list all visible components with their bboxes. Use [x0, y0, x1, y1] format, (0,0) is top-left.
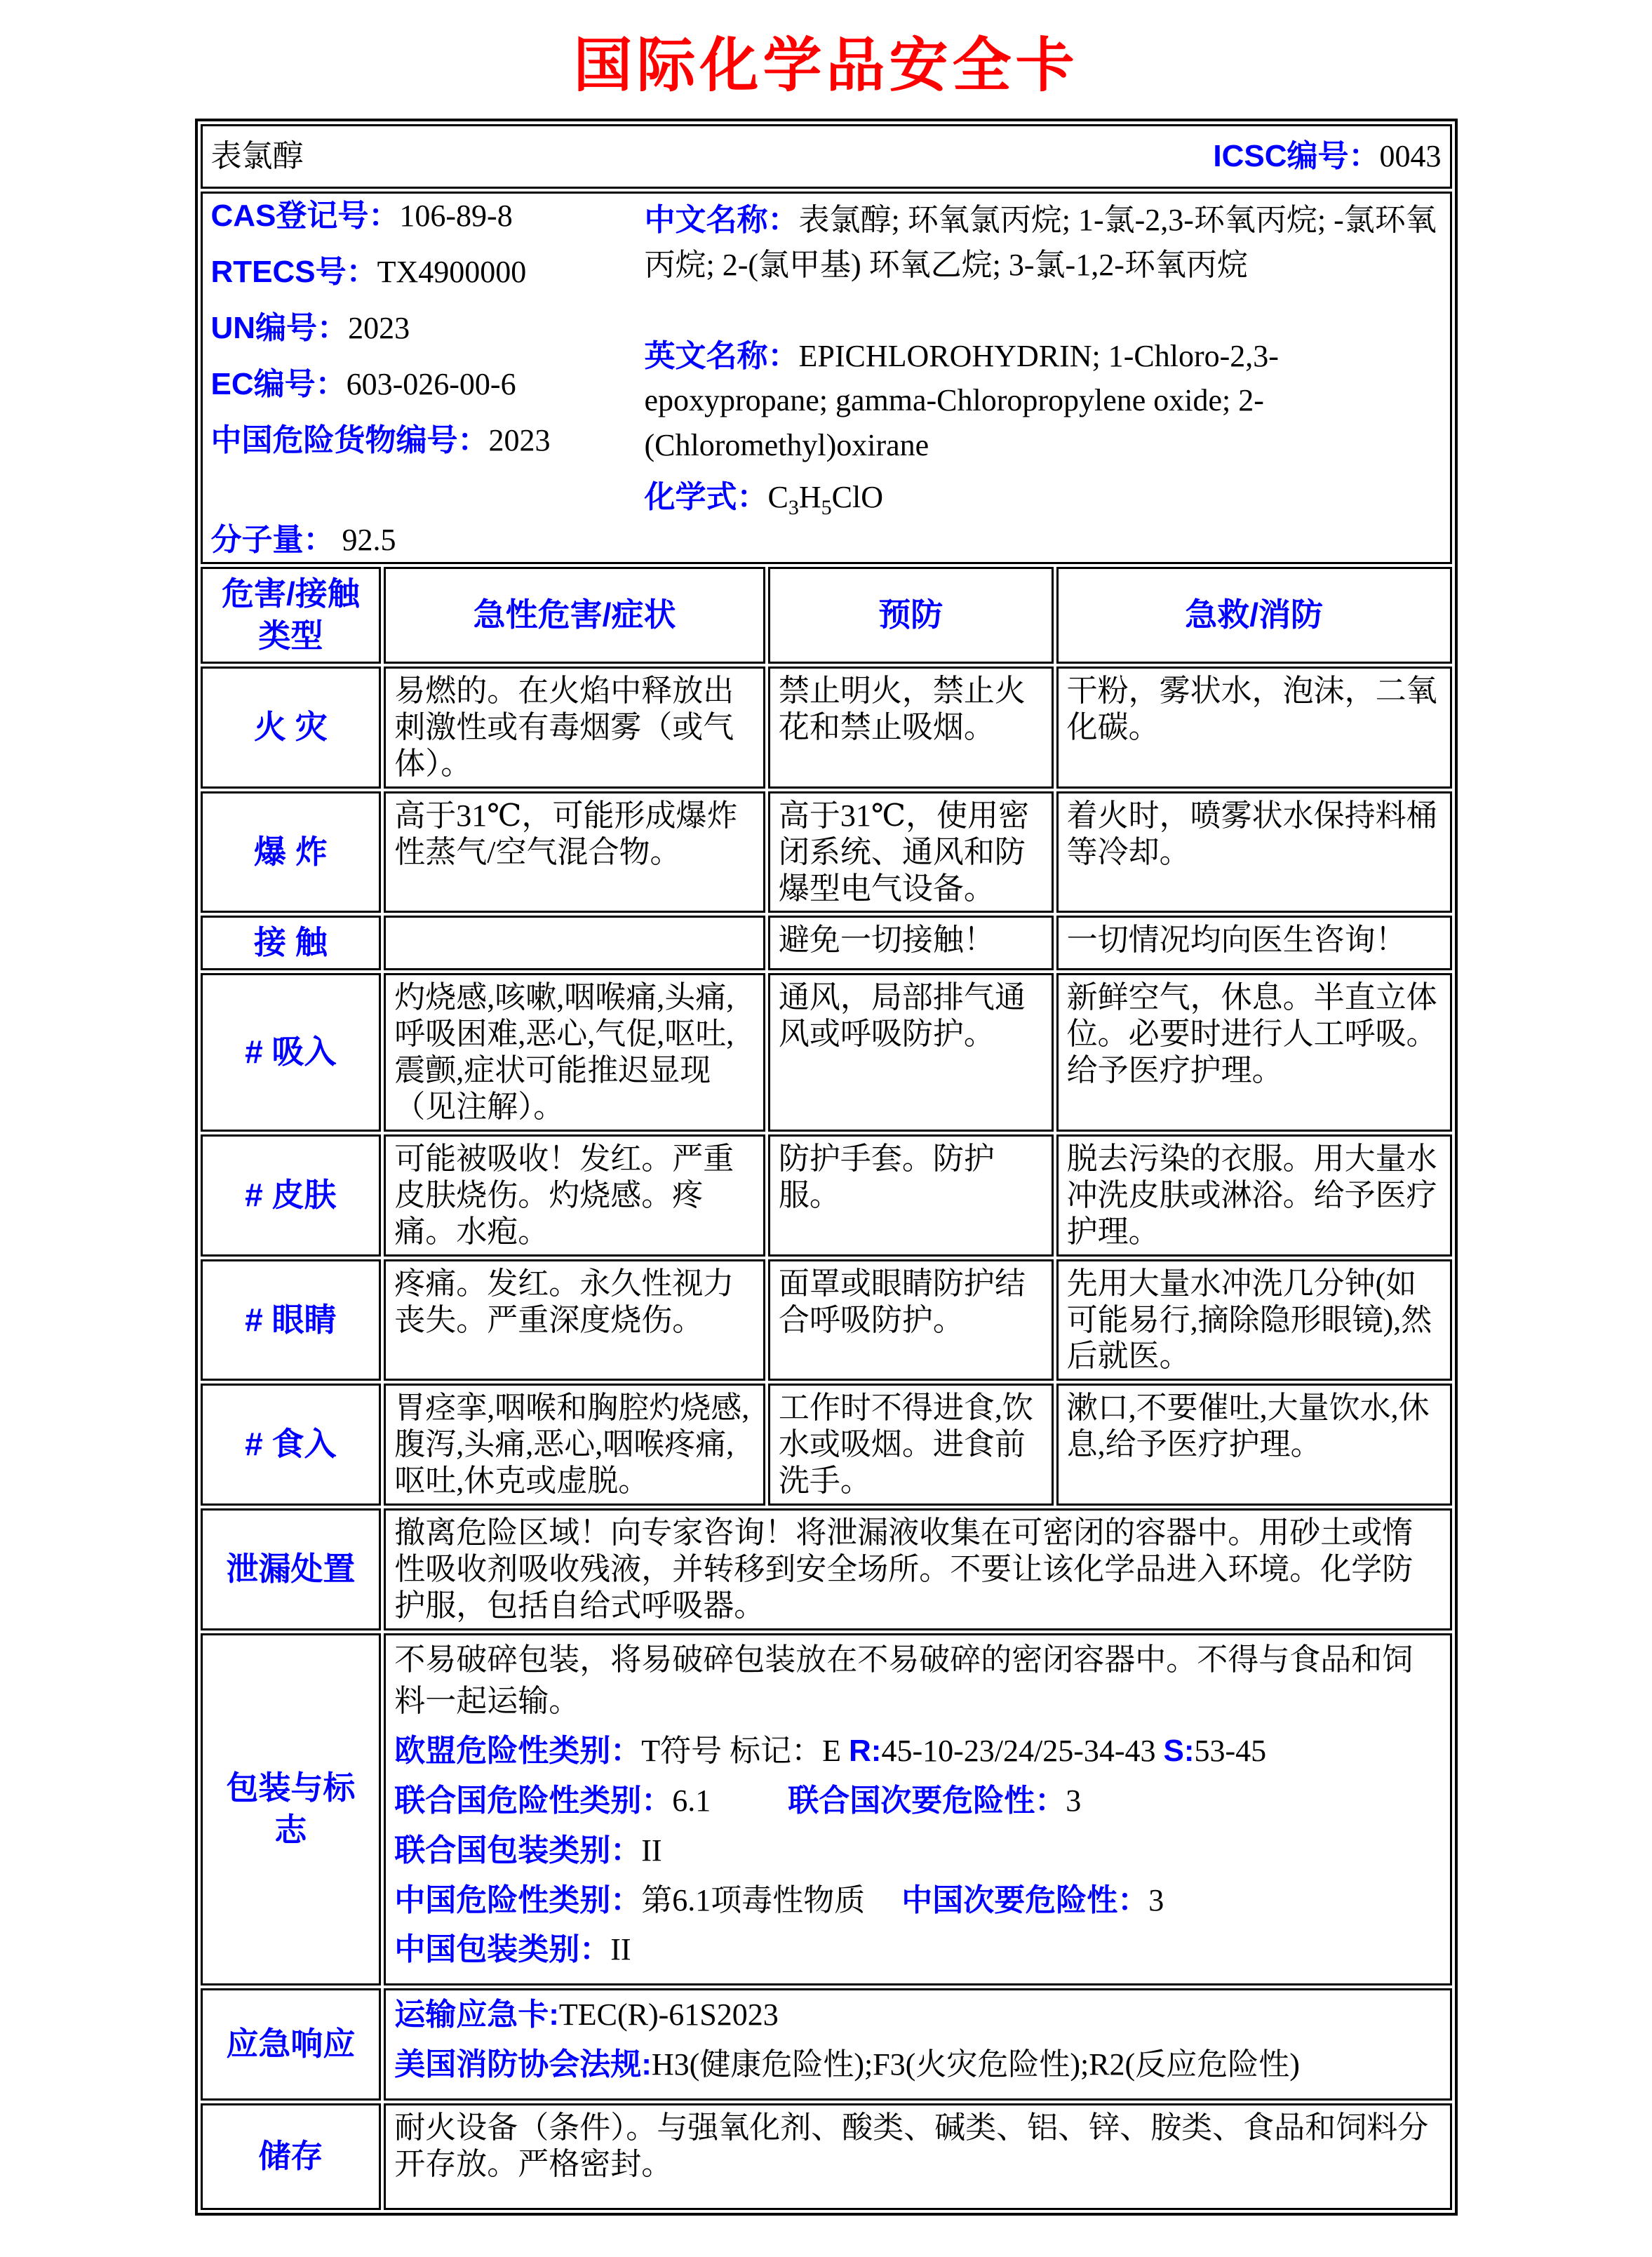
- hazard-type-header-line1: 危害/接触: [221, 575, 360, 612]
- un-number-line: [211, 310, 632, 347]
- cas-number-label: CAS登记号：: [210, 199, 400, 233]
- emergency-response-content: [384, 1988, 1451, 2101]
- rtecs-number-label: RTECS号：: [210, 254, 377, 289]
- substance-name: 表氯醇: [210, 139, 304, 174]
- contact-row: [201, 916, 1452, 970]
- icsc-card-table: [195, 119, 1458, 2216]
- english-name-value: EPICHLOROHYDRIN; 1-Chloro-2,3-epoxypropane; gamma-Chloropropylene oxide; 2-(Chloromethyl)oxirane: [644, 338, 1279, 463]
- icsc-number-group: [1213, 138, 1441, 175]
- molecular-weight-line: [211, 522, 632, 558]
- acute-hazards-header: 急性危害/症状: [384, 567, 765, 664]
- explosion-response: 着火时，喷雾状水保持料桶等冷却。: [1056, 791, 1452, 913]
- china-dg-number-line: [211, 422, 632, 459]
- first-aid-header: 急救/消防: [1056, 567, 1452, 664]
- identification-registry-block: [211, 198, 632, 558]
- eu-r-phrases-label: R:: [849, 1733, 882, 1768]
- ingestion-symptoms: 胃痉挛,咽喉和胸腔灼烧感,腹泻,头痛,恶心,咽喉疼痛,呕吐,休克或虚脱。: [384, 1384, 765, 1506]
- cas-number-line: [211, 198, 632, 234]
- molecular-weight-value: 92.5: [342, 522, 396, 557]
- inhalation-prevention: 通风，局部排气通风或呼吸防护。: [768, 973, 1054, 1132]
- eyes-row-label: # 眼睛: [201, 1259, 382, 1381]
- inhalation-row: [201, 973, 1452, 1132]
- china-packing-group-line: 中国包装类别：II: [394, 1932, 631, 1967]
- fire-response: 干粉，雾状水，泡沫，二氧化碳。: [1056, 667, 1452, 789]
- icsc-number-value: 0043: [1379, 139, 1442, 174]
- ec-number-line: [211, 366, 632, 403]
- un-packing-group-label: 联合国包装类别：: [394, 1833, 642, 1868]
- un-number-value: 2023: [348, 310, 410, 345]
- skin-row-label: # 皮肤: [201, 1134, 382, 1257]
- chemical-formula-line: [645, 475, 1442, 523]
- english-name-label: 英文名称：: [644, 338, 799, 373]
- chemical-formula-label: 化学式：: [644, 479, 768, 514]
- ingestion-prevention: 工作时不得进食,饮水或吸烟。进食前洗手。: [768, 1384, 1054, 1506]
- packaging-content: [384, 1633, 1451, 1986]
- fire-prevention: 禁止明火，禁止火花和禁止吸烟。: [768, 667, 1054, 789]
- prevention-header: 预防: [768, 567, 1054, 664]
- un-number-label: UN编号：: [210, 310, 349, 345]
- contact-row-label: 接 触: [201, 916, 382, 970]
- fire-row-label: 火 灾: [201, 667, 382, 789]
- skin-row: [201, 1134, 1452, 1257]
- eyes-row: [201, 1259, 1452, 1381]
- explosion-symptoms: 高于31℃，可能形成爆炸性蒸气/空气混合物。: [384, 791, 765, 913]
- inhalation-response: 新鲜空气，休息。半直立体位。必要时进行人工呼吸。给予医疗护理。: [1056, 973, 1452, 1132]
- fire-row: [201, 667, 1452, 789]
- skin-response: 脱去污染的衣服。用大量水冲洗皮肤或淋浴。给予医疗护理。: [1056, 1134, 1452, 1257]
- cas-number-value: 106-89-8: [399, 199, 513, 233]
- explosion-prevention: 高于31℃，使用密闭系统、通风和防爆型电气设备。: [768, 791, 1054, 913]
- contact-prevention: 避免一切接触！: [768, 916, 1054, 970]
- substance-header-row: [201, 124, 1452, 189]
- substance-header-cell: [201, 124, 1452, 189]
- fire-symptoms: 易燃的。在火焰中释放出刺激性或有毒烟雾（或气体）。: [384, 667, 765, 789]
- spill-disposal-label: 泄漏处置: [201, 1508, 382, 1630]
- identification-cell: [201, 192, 1452, 564]
- eyes-prevention: 面罩或眼睛防护结合呼吸防护。: [768, 1259, 1054, 1381]
- china-hazard-class-label: 中国危险性类别：: [394, 1882, 642, 1917]
- page: [0, 18, 1652, 2216]
- emergency-response-label: 应急响应: [201, 1988, 382, 2101]
- ec-number-label: EC编号：: [210, 366, 347, 401]
- eu-hazard-class-label: 欧盟危险性类别：: [394, 1733, 642, 1768]
- ingestion-response: 漱口,不要催吐,大量饮水,休息,给予医疗护理。: [1056, 1384, 1452, 1506]
- packaging-row: [201, 1633, 1452, 1986]
- storage-label: 储存: [201, 2103, 382, 2210]
- nfpa-code-label: 美国消防协会法规:: [394, 2047, 652, 2082]
- un-hazard-class-line: 联合国危险性类别：6.1 联合国次要危险性：3: [394, 1783, 1082, 1818]
- inhalation-row-label: # 吸入: [201, 973, 382, 1132]
- nfpa-code-line: 美国消防协会法规:H3(健康危险性);F3(火灾危险性);R2(反应危险性): [394, 2047, 1300, 2082]
- china-packing-group-label: 中国包装类别：: [394, 1932, 611, 1967]
- storage-row: [201, 2103, 1452, 2210]
- spill-disposal-row: [201, 1508, 1452, 1630]
- china-dg-number-value: 2023: [488, 422, 551, 457]
- rtecs-number-value: TX4900000: [377, 254, 527, 289]
- china-subsidiary-risk-label: 中国次要危险性：: [901, 1882, 1149, 1917]
- un-hazard-class-label: 联合国危险性类别：: [394, 1783, 673, 1818]
- emergency-response-row: [201, 1988, 1452, 2101]
- chinese-name-paragraph: [645, 198, 1442, 288]
- ingestion-row-label: # 食入: [201, 1384, 382, 1506]
- transport-emergency-card-label: 运输应急卡:: [394, 1997, 559, 2032]
- eu-hazard-class-line: 欧盟危险性类别：T符号 标记：E R:45-10-23/24/25-34-43 S:53-45: [394, 1733, 1267, 1768]
- packaging-intro: 不易破碎包装，将易破碎包装放在不易破碎的密闭容器中。不得与食品和饲料一起运输。: [394, 1642, 1413, 1718]
- rtecs-number-line: [211, 254, 632, 290]
- contact-symptoms: [384, 916, 765, 970]
- storage-text: 耐火设备（条件）。与强氧化剂、酸类、碱类、铝、锌、胺类、食品和饲料分开存放。严格密封。: [384, 2103, 1451, 2210]
- page-title: 国际化学品安全卡: [573, 34, 1079, 99]
- china-dg-number-label: 中国危险货物编号：: [210, 422, 489, 457]
- un-subsidiary-risk-label: 联合国次要危险性：: [788, 1783, 1066, 1818]
- chinese-name-value: 表氯醇; 环氧氯丙烷; 1-氯-2,3-环氧丙烷; -氯环氧丙烷; 2-(氯甲基) 环氧乙烷; 3-氯-1,2-环氧丙烷: [644, 203, 1437, 282]
- hazard-type-header: [201, 567, 382, 664]
- eu-s-phrases-label: S:: [1163, 1733, 1195, 1768]
- molecular-weight-label: 分子量：: [210, 522, 335, 557]
- transport-emergency-card-line: 运输应急卡:TEC(R)-61S2023: [394, 1997, 779, 2032]
- skin-prevention: 防护手套。防护服。: [768, 1134, 1054, 1257]
- explosion-row-label: 爆 炸: [201, 791, 382, 913]
- icsc-number-label: ICSC编号：: [1213, 139, 1380, 174]
- skin-symptoms: 可能被吸收！发红。严重皮肤烧伤。灼烧感。疼痛。水疱。: [384, 1134, 765, 1257]
- contact-response: 一切情况均向医生咨询！: [1056, 916, 1452, 970]
- english-name-paragraph: [645, 334, 1442, 468]
- eyes-symptoms: 疼痛。发红。永久性视力丧失。严重深度烧伤。: [384, 1259, 765, 1381]
- ingestion-row: [201, 1384, 1452, 1506]
- spill-disposal-text: 撤离危险区域！向专家咨询！将泄漏液收集在可密闭的容器中。用砂土或惰性吸收剂吸收残液，并转移到安全场所。不要让该化学品进入环境。化学防护服，包括自给式呼吸器。: [384, 1508, 1451, 1630]
- chemical-formula-value: $C_3H_5ClO$: [767, 479, 883, 519]
- inhalation-symptoms: 灼烧感,咳嗽,咽喉痛,头痛,呼吸困难,恶心,气促,呕吐,震颤,症状可能推迟显现（见注解）。: [384, 973, 765, 1132]
- hazard-header-row: [201, 567, 1452, 664]
- eyes-response: 先用大量水冲洗几分钟(如可能易行,摘除隐形眼镜),然后就医。: [1056, 1259, 1452, 1381]
- packaging-label: 包装与标志: [201, 1633, 382, 1986]
- hazard-type-header-line2: 类型: [258, 617, 323, 655]
- ec-number-value: 603-026-00-6: [346, 366, 516, 401]
- chinese-name-label: 中文名称：: [644, 203, 799, 237]
- un-packing-group-line: 联合国包装类别：II: [394, 1833, 662, 1868]
- china-hazard-class-line: 中国危险性类别：第6.1项毒性物质 中国次要危险性：3: [394, 1882, 1164, 1917]
- explosion-row: [201, 791, 1452, 913]
- identification-row: [201, 192, 1452, 564]
- identification-names-block: [632, 198, 1442, 558]
